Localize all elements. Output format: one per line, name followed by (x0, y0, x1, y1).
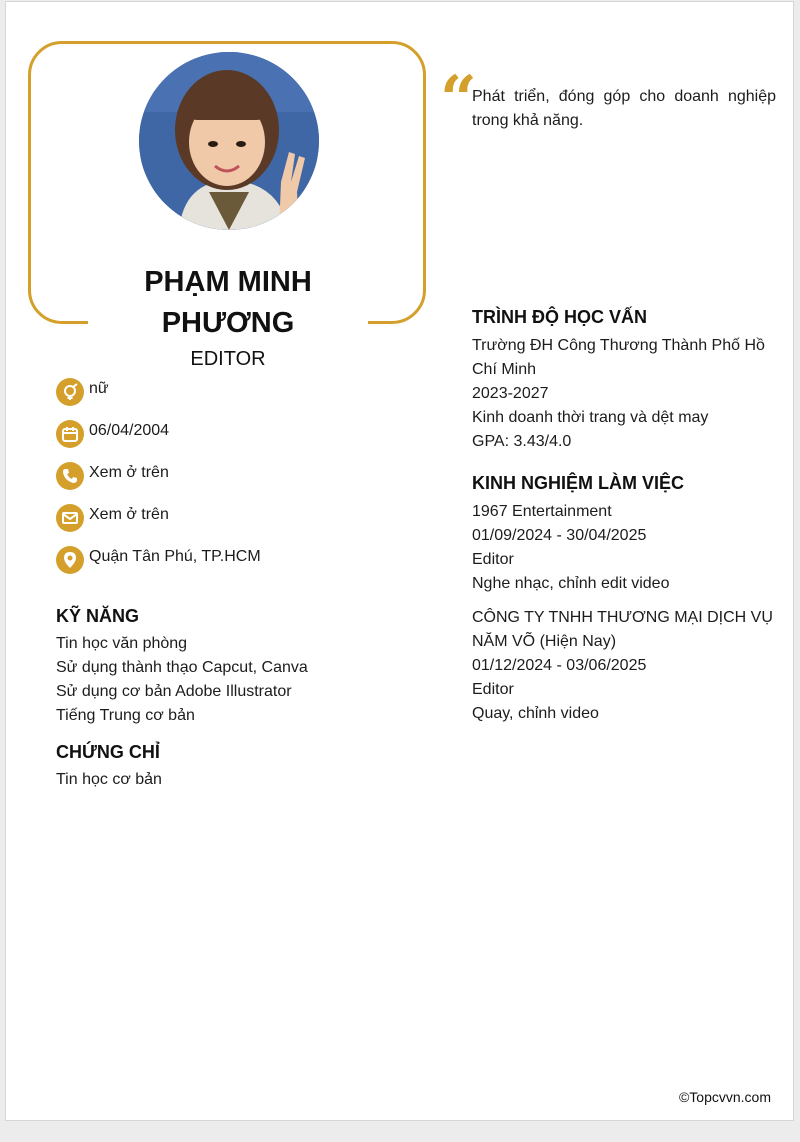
contact-value: Xem ở trên (89, 464, 169, 481)
contact-address (56, 545, 261, 575)
job-description: Quay, chỉnh video (472, 705, 599, 722)
job-title: EDITOR (190, 348, 266, 370)
list-item: Sử dụng cơ bản Adobe Illustrator (56, 683, 292, 700)
footer-credit: ©Topcvvn.com (678, 1089, 771, 1105)
job-position: Editor (472, 551, 514, 568)
experience-job-1 (472, 500, 669, 596)
calendar-icon (56, 420, 84, 448)
education-line: 2023-2027 (472, 385, 549, 402)
skills-heading: KỸ NĂNG (56, 606, 140, 626)
contact-birthday (56, 419, 169, 449)
list-item: Tin học văn phòng (56, 635, 188, 652)
education-line: Chí Minh (472, 361, 537, 378)
education-heading: TRÌNH ĐỘ HỌC VẤN (472, 307, 647, 327)
quote-icon: “ (440, 62, 477, 137)
phone-icon (56, 462, 84, 490)
education-details (472, 334, 765, 454)
contact-phone (56, 461, 169, 491)
cv-page (5, 1, 794, 1121)
job-description: Nghe nhạc, chỉnh edit video (472, 575, 670, 592)
skills-list (56, 632, 308, 728)
name-line-2: PHƯƠNG (161, 307, 295, 339)
job-company: 1967 Entertainment (472, 503, 612, 520)
location-icon (56, 546, 84, 574)
job-position: Editor (472, 681, 514, 698)
list-item: Tiếng Trung cơ bản (56, 707, 195, 724)
education-line: Trường ĐH Công Thương Thành Phố Hồ (472, 337, 765, 354)
contact-email (56, 503, 169, 533)
job-dates: 01/12/2024 - 03/06/2025 (472, 657, 647, 674)
contact-value: Xem ở trên (89, 506, 169, 523)
avatar-photo (139, 52, 319, 230)
job-dates: 01/09/2024 - 30/04/2025 (472, 527, 647, 544)
contact-value: Quận Tân Phú, TP.HCM (89, 548, 261, 565)
contact-value: 06/04/2004 (89, 422, 170, 439)
gender-icon (56, 378, 84, 406)
contact-value: nữ (89, 380, 109, 397)
list-item: Sử dụng thành thạo Capcut, Canva (56, 659, 308, 676)
certificates-heading: CHỨNG CHỈ (56, 742, 160, 762)
education-line: GPA: 3.43/4.0 (472, 433, 572, 450)
full-name (58, 262, 398, 344)
experience-heading: KINH NGHIỆM LÀM VIỆC (472, 473, 685, 493)
job-company-cont: NĂM VÕ (Hiện Nay) (472, 633, 617, 650)
career-objective: Phát triển, đóng góp cho doanh nghiệp trong khả năng. (472, 88, 776, 129)
certificates-list (56, 768, 162, 792)
avatar (139, 52, 319, 230)
email-icon (56, 504, 84, 532)
job-company: CÔNG TY TNHH THƯƠNG MẠI DỊCH VỤ (472, 609, 773, 626)
list-item: Tin học cơ bản (56, 771, 162, 788)
contact-gender (56, 377, 109, 407)
education-line: Kinh doanh thời trang và dệt may (472, 409, 709, 426)
experience-job-2 (472, 606, 773, 726)
name-line-1: PHẠM MINH (144, 266, 312, 298)
